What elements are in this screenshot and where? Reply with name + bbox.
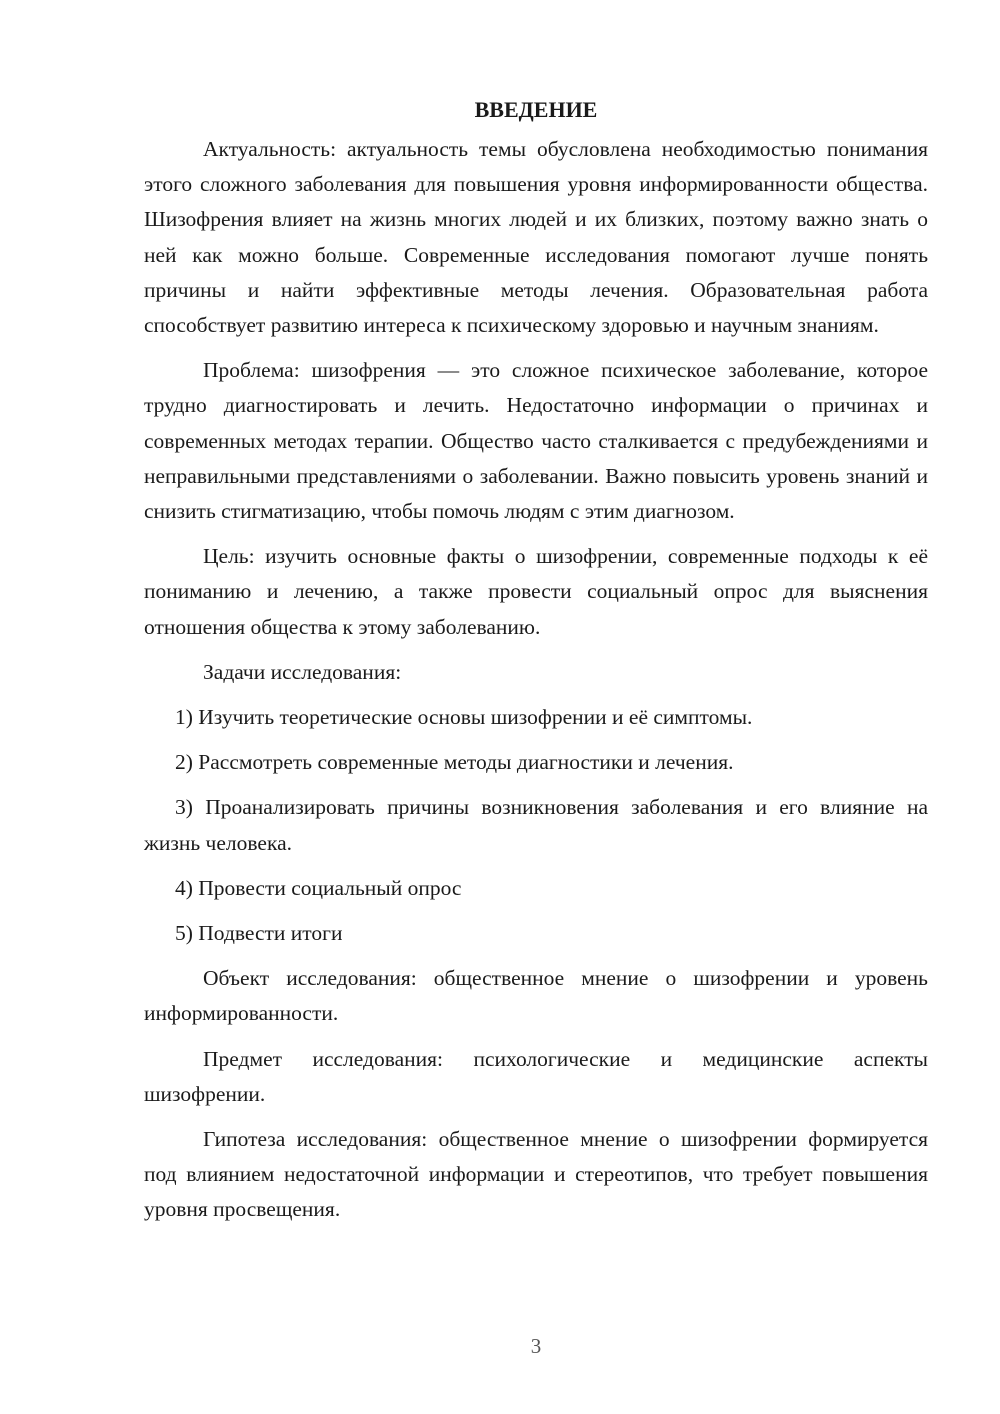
task-item: 1) Изучить теоретические основы шизофрении и её симптомы. [175,705,753,730]
subject-paragraph: Предмет исследования: психологические и медицинские аспекты шизофрении. [144,1046,928,1106]
task-item: 2) Рассмотреть современные методы диагностики и лечения. [175,750,734,775]
task-item: 4) Провести социальный опрос [175,875,462,900]
object-paragraph: Объект исследования: общественное мнение о шизофрении и уровень информированности. [144,966,928,1026]
task-item: 5) Подвести итоги [175,921,343,946]
page-content [144,92,928,1228]
goal-paragraph: Цель: изучить основные факты о шизофрении, современные подходы к её пониманию и лечению, а также провести социальный опрос для выяснения отношения общества к этому заболеванию. [144,544,928,639]
tasks-heading: Задачи исследования: [203,659,402,684]
task-item: 3) Проанализировать причины возникновения заболевания и его влияние на жизнь человека. [144,795,928,855]
problem-paragraph: Проблема: шизофрения — это сложное психическое заболевание, которое трудно диагностировать и лечить. Недостаточно информации о причинах и современных методах терапии. Общество часто сталкивается с предубеждениями и неправильными представлениями о заболевании. Важно повысить уровень знаний и снизить стигматизацию, чтобы помочь людям с этим диагнозом. [144,358,928,524]
relevance-paragraph: Актуальность: актуальность темы обусловлена необходимостью понимания этого сложного заболевания для повышения уровня информированности общества. Шизофрения влияет на жизнь многих людей и их близких, поэтому важно знать о ней как можно больше. Современные исследования помогают лучше понять причины и найти эффективные методы лечения. Образовательная работа способствует развитию интереса к психическому здоровью и научным знаниям. [144,137,928,338]
hypothesis-paragraph: Гипотеза исследования: общественное мнение о шизофрении формируется под влиянием недостаточной информации и стереотипов, что требует повышения уровня просвещения. [144,1127,928,1222]
page-number: 3 [530,1334,542,1358]
section-title: ВВЕДЕНИЕ [474,97,598,122]
